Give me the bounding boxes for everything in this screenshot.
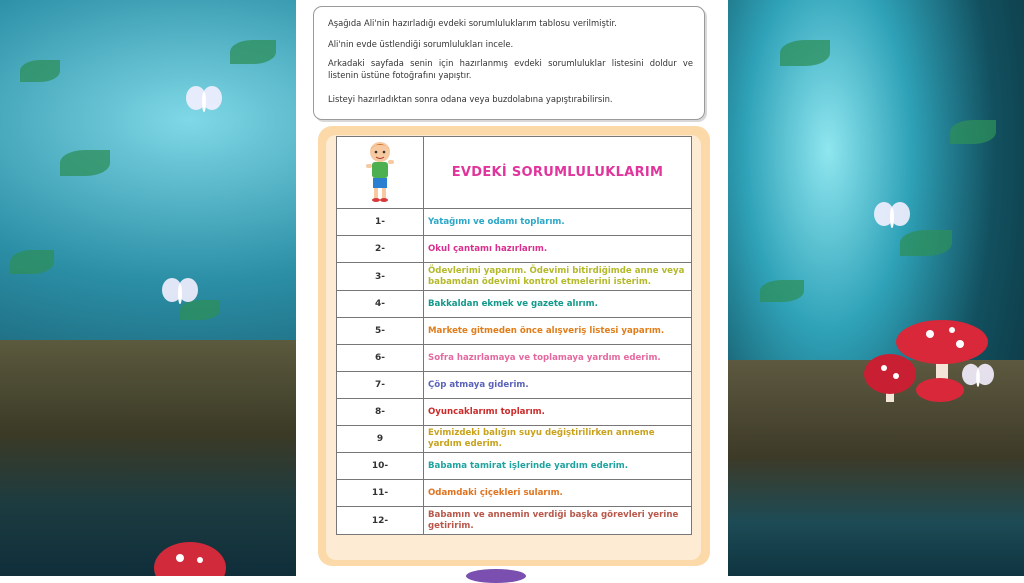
glowing-butterfly-icon [160,276,200,312]
responsibility-text: Okul çantamı hazırlarım. [424,236,692,263]
table-row [337,453,692,480]
responsibility-text: Markete gitmeden önce alışveriş listesi yaparım. [424,318,692,345]
table-row [337,263,692,291]
red-mushroom-icon [150,538,230,576]
row-number: 2- [337,236,424,263]
page-bottom-decoration [466,569,526,583]
responsibility-text: Çöp atmaya giderim. [424,372,692,399]
row-number: 5- [337,318,424,345]
responsibility-text: Babama tamirat işlerinde yardım ederim. [424,453,692,480]
row-number: 3- [337,263,424,291]
table-row [337,318,692,345]
responsibility-text: Evimizdeki balığın suyu değiştirilirken anneme yardım ederim. [424,426,692,453]
leaf-decoration [760,280,804,302]
table-row [337,507,692,535]
instruction-line-1: Aşağıda Ali'nin hazırladığı evdeki sorumluluklarım tablosu verilmiştir. [328,18,617,28]
instruction-line-4: Listeyi hazırladıktan sonra odana veya buzdolabına yapıştırabilirsin. [328,94,613,104]
row-number: 10- [337,453,424,480]
responsibility-text: Bakkaldan ekmek ve gazete alırım. [424,291,692,318]
row-number: 11- [337,480,424,507]
table-row [337,480,692,507]
leaf-decoration [20,60,60,82]
table-row [337,372,692,399]
table-row [337,291,692,318]
instructions-box [313,6,705,120]
table-row [337,209,692,236]
responsibility-text: Yatağımı ve odamı toplarım. [424,209,692,236]
table-header-row [337,137,692,209]
boy-illustration-cell [337,137,424,209]
boy-character-icon [360,138,400,204]
responsibilities-table [336,136,692,535]
glowing-butterfly-icon [872,200,912,236]
instruction-line-3: Arkadaki sayfada senin için hazırlanmış evdeki sorumluluklar listesini doldur ve listenin üstüne fotoğrafını yapıştır. [328,58,693,80]
instruction-line-2: Ali'nin evde üstlendiği sorumlulukları incele. [328,39,514,49]
responsibility-text: Oyuncaklarımı toplarım. [424,399,692,426]
table-row [337,399,692,426]
leaf-decoration [950,120,996,144]
leaf-decoration [230,40,276,64]
table-row [337,426,692,453]
leaf-decoration [60,150,110,176]
responsibility-text: Babamın ve annemin verdiği başka görevleri yerine getiririm. [424,507,692,535]
leaf-decoration [10,250,54,274]
table-title: EVDEKİ SORUMLULUKLARIM [424,137,692,209]
table-row [337,345,692,372]
responsibility-text: Odamdaki çiçekleri sularım. [424,480,692,507]
responsibility-text: Ödevlerimi yaparım. Ödevimi bitirdiğimde anne veya babamdan ödevimi kontrol etmelerini isterim. [424,263,692,291]
row-number: 9 [337,426,424,453]
row-number: 4- [337,291,424,318]
row-number: 12- [337,507,424,535]
responsibility-text: Sofra hazırlamaya ve toplamaya yardım ederim. [424,345,692,372]
leaf-decoration [780,40,830,66]
row-number: 6- [337,345,424,372]
red-mushroom-icon [860,306,1000,406]
table-row [337,236,692,263]
row-number: 1- [337,209,424,236]
glowing-butterfly-icon [184,84,224,120]
row-number: 8- [337,399,424,426]
row-number: 7- [337,372,424,399]
